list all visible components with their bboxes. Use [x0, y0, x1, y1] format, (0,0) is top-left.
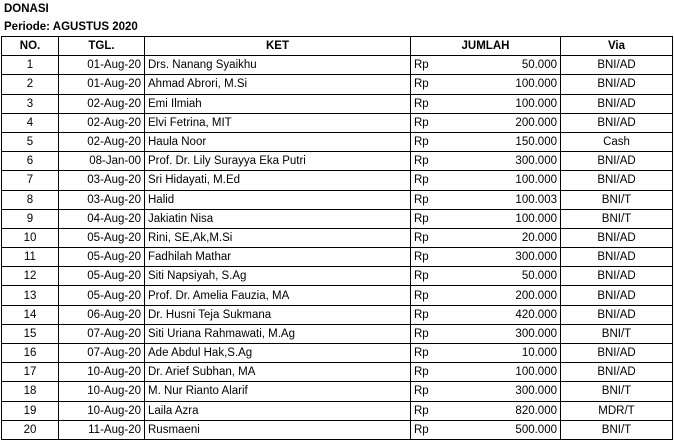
cell-no[interactable]: 8	[2, 190, 59, 209]
currency-label: Rp	[414, 78, 429, 91]
cell-date[interactable]: 05-Aug-20	[59, 286, 145, 305]
cell-amount[interactable]	[411, 363, 561, 382]
cell-date[interactable]: 11-Aug-20	[59, 420, 145, 439]
cell-via[interactable]: BNI/AD	[561, 344, 673, 363]
cell-no[interactable]: 3	[2, 94, 59, 113]
amount-value: 200.000	[515, 116, 557, 129]
donation-table	[1, 36, 673, 440]
cell-via[interactable]: BNI/T	[561, 420, 673, 439]
cell-amount[interactable]	[411, 305, 561, 324]
cell-amount[interactable]	[411, 190, 561, 209]
cell-via[interactable]: BNI/AD	[561, 248, 673, 267]
table-row	[2, 267, 673, 286]
currency-label: Rp	[414, 404, 429, 417]
amount-value: 100.000	[515, 366, 557, 379]
amount-value: 100.003	[515, 193, 557, 206]
cell-amount[interactable]	[411, 94, 561, 113]
header-jumlah[interactable]: JUMLAH	[411, 37, 561, 56]
currency-label: Rp	[414, 251, 429, 264]
cell-amount[interactable]	[411, 286, 561, 305]
cell-date[interactable]: 07-Aug-20	[59, 344, 145, 363]
cell-donor[interactable]: Sri Hidayati, M.Ed	[145, 171, 411, 190]
amount-value: 100.000	[515, 78, 557, 91]
cell-via[interactable]: MDR/T	[561, 401, 673, 420]
cell-donor[interactable]: Prof. Dr. Amelia Fauzia, MA	[145, 286, 411, 305]
cell-via[interactable]: BNI/T	[561, 190, 673, 209]
cell-donor[interactable]: Ahmad Abrori, M.Si	[145, 75, 411, 94]
table-row	[2, 248, 673, 267]
cell-donor[interactable]: Haula Noor	[145, 132, 411, 151]
cell-amount[interactable]	[411, 420, 561, 439]
cell-no[interactable]: 18	[2, 382, 59, 401]
table-row	[2, 75, 673, 94]
cell-donor[interactable]: Emi Ilmiah	[145, 94, 411, 113]
table-body	[2, 56, 673, 440]
currency-label: Rp	[414, 385, 429, 398]
currency-label: Rp	[414, 155, 429, 168]
cell-no[interactable]: 5	[2, 132, 59, 151]
table-row	[2, 344, 673, 363]
cell-no[interactable]: 4	[2, 113, 59, 132]
currency-label: Rp	[414, 116, 429, 129]
amount-value: 420.000	[515, 308, 557, 321]
amount-value: 100.000	[515, 212, 557, 225]
cell-date[interactable]: 10-Aug-20	[59, 382, 145, 401]
table-row	[2, 113, 673, 132]
cell-date[interactable]: 05-Aug-20	[59, 267, 145, 286]
cell-no[interactable]: 15	[2, 324, 59, 343]
cell-donor[interactable]: Dr. Husni Teja Sukmana	[145, 305, 411, 324]
header-tgl[interactable]: TGL.	[59, 37, 145, 56]
cell-date[interactable]: 10-Aug-20	[59, 401, 145, 420]
amount-value: 300.000	[515, 155, 557, 168]
cell-amount[interactable]	[411, 75, 561, 94]
cell-amount[interactable]	[411, 344, 561, 363]
currency-label: Rp	[414, 59, 429, 72]
cell-no[interactable]: 10	[2, 228, 59, 247]
table-row	[2, 209, 673, 228]
amount-value: 150.000	[515, 136, 557, 149]
table-row	[2, 171, 673, 190]
table-row	[2, 324, 673, 343]
cell-donor[interactable]: Jakiatin Nisa	[145, 209, 411, 228]
cell-via[interactable]: BNI/AD	[561, 56, 673, 75]
cell-date[interactable]: 05-Aug-20	[59, 228, 145, 247]
amount-value: 300.000	[515, 385, 557, 398]
amount-value: 300.000	[515, 327, 557, 340]
header-row	[2, 37, 673, 56]
cell-donor[interactable]: Drs. Nanang Syaikhu	[145, 56, 411, 75]
currency-label: Rp	[414, 308, 429, 321]
cell-no[interactable]: 17	[2, 363, 59, 382]
currency-label: Rp	[414, 174, 429, 187]
cell-amount[interactable]	[411, 228, 561, 247]
cell-via[interactable]: BNI/AD	[561, 152, 673, 171]
cell-no[interactable]: 6	[2, 152, 59, 171]
cell-amount[interactable]	[411, 171, 561, 190]
cell-date[interactable]: 06-Aug-20	[59, 305, 145, 324]
table-row	[2, 94, 673, 113]
amount-value: 10.000	[521, 347, 557, 360]
currency-label: Rp	[414, 327, 429, 340]
amount-value: 100.000	[515, 174, 557, 187]
amount-value: 300.000	[515, 251, 557, 264]
cell-donor[interactable]: Fadhilah Mathar	[145, 248, 411, 267]
table-row	[2, 152, 673, 171]
cell-date[interactable]: 01-Aug-20	[59, 75, 145, 94]
amount-value: 50.000	[521, 59, 557, 72]
cell-via[interactable]: BNI/AD	[561, 113, 673, 132]
cell-via[interactable]: BNI/AD	[561, 363, 673, 382]
period-label: Periode: AGUSTUS 2020	[4, 21, 138, 33]
table-row	[2, 228, 673, 247]
cell-no[interactable]: 13	[2, 286, 59, 305]
cell-via[interactable]: BNI/AD	[561, 75, 673, 94]
table-row	[2, 420, 673, 439]
currency-label: Rp	[414, 97, 429, 110]
cell-date[interactable]: 03-Aug-20	[59, 190, 145, 209]
cell-no[interactable]: 19	[2, 401, 59, 420]
table-row	[2, 190, 673, 209]
cell-amount[interactable]	[411, 248, 561, 267]
cell-date[interactable]: 05-Aug-20	[59, 248, 145, 267]
cell-donor[interactable]: Siti Napsiyah, S.Ag	[145, 267, 411, 286]
header-no[interactable]: NO.	[2, 37, 59, 56]
cell-date[interactable]: 02-Aug-20	[59, 94, 145, 113]
cell-no[interactable]: 1	[2, 56, 59, 75]
cell-no[interactable]: 9	[2, 209, 59, 228]
cell-no[interactable]: 2	[2, 75, 59, 94]
amount-value: 100.000	[515, 97, 557, 110]
cell-no[interactable]: 7	[2, 171, 59, 190]
cell-no[interactable]: 16	[2, 344, 59, 363]
cell-amount[interactable]	[411, 152, 561, 171]
cell-donor[interactable]: Rusmaeni	[145, 420, 411, 439]
table-row	[2, 401, 673, 420]
header-ket[interactable]: KET	[145, 37, 411, 56]
cell-amount[interactable]	[411, 267, 561, 286]
cell-donor[interactable]: Rini, SE,Ak,M.Si	[145, 228, 411, 247]
amount-value: 820.000	[515, 404, 557, 417]
cell-amount[interactable]	[411, 401, 561, 420]
cell-date[interactable]: 10-Aug-20	[59, 363, 145, 382]
currency-label: Rp	[414, 193, 429, 206]
cell-no[interactable]: 14	[2, 305, 59, 324]
cell-amount[interactable]	[411, 56, 561, 75]
amount-value: 20.000	[521, 231, 557, 244]
cell-date[interactable]: 03-Aug-20	[59, 171, 145, 190]
sheet-title: DONASI	[4, 3, 49, 15]
table-row	[2, 305, 673, 324]
table-row	[2, 382, 673, 401]
cell-amount[interactable]	[411, 382, 561, 401]
cell-via[interactable]: Cash	[561, 132, 673, 151]
currency-label: Rp	[414, 347, 429, 360]
cell-date[interactable]: 02-Aug-20	[59, 132, 145, 151]
amount-value: 200.000	[515, 289, 557, 302]
cell-date[interactable]: 08-Jan-00	[59, 152, 145, 171]
currency-label: Rp	[414, 136, 429, 149]
cell-via[interactable]: BNI/AD	[561, 171, 673, 190]
cell-date[interactable]: 07-Aug-20	[59, 324, 145, 343]
currency-label: Rp	[414, 212, 429, 225]
cell-via[interactable]: BNI/AD	[561, 286, 673, 305]
cell-donor[interactable]: M. Nur Rianto Alarif	[145, 382, 411, 401]
amount-value: 50.000	[521, 270, 557, 283]
header-via[interactable]: Via	[561, 37, 673, 56]
currency-label: Rp	[414, 231, 429, 244]
cell-via[interactable]: BNI/AD	[561, 305, 673, 324]
currency-label: Rp	[414, 366, 429, 379]
cell-amount[interactable]	[411, 113, 561, 132]
cell-donor[interactable]: Prof. Dr. Lily Surayya Eka Putri	[145, 152, 411, 171]
cell-via[interactable]: BNI/T	[561, 382, 673, 401]
table-row	[2, 132, 673, 151]
cell-date[interactable]: 04-Aug-20	[59, 209, 145, 228]
cell-donor[interactable]: Siti Uriana Rahmawati, M.Ag	[145, 324, 411, 343]
currency-label: Rp	[414, 289, 429, 302]
cell-amount[interactable]	[411, 132, 561, 151]
currency-label: Rp	[414, 423, 429, 436]
cell-via[interactable]: BNI/AD	[561, 94, 673, 113]
cell-donor[interactable]: Laila Azra	[145, 401, 411, 420]
cell-amount[interactable]	[411, 324, 561, 343]
cell-date[interactable]: 02-Aug-20	[59, 113, 145, 132]
cell-no[interactable]: 12	[2, 267, 59, 286]
cell-donor[interactable]: Elvi Fetrina, MIT	[145, 113, 411, 132]
cell-via[interactable]: BNI/AD	[561, 228, 673, 247]
cell-no[interactable]: 11	[2, 248, 59, 267]
cell-amount[interactable]	[411, 209, 561, 228]
amount-value: 500.000	[515, 423, 557, 436]
table-row	[2, 56, 673, 75]
table-row	[2, 286, 673, 305]
cell-donor[interactable]: Dr. Arief Subhan, MA	[145, 363, 411, 382]
cell-no[interactable]: 20	[2, 420, 59, 439]
cell-donor[interactable]: Halid	[145, 190, 411, 209]
cell-via[interactable]: BNI/AD	[561, 267, 673, 286]
cell-date[interactable]: 01-Aug-20	[59, 56, 145, 75]
cell-donor[interactable]: Ade Abdul Hak,S.Ag	[145, 344, 411, 363]
table-row	[2, 363, 673, 382]
cell-via[interactable]: BNI/T	[561, 209, 673, 228]
currency-label: Rp	[414, 270, 429, 283]
cell-via[interactable]: BNI/T	[561, 324, 673, 343]
